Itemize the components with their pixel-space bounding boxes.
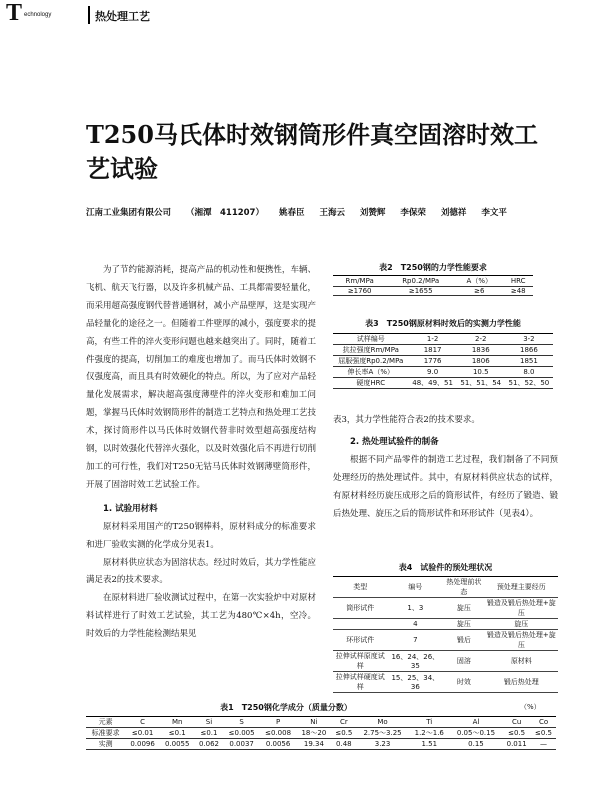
table-header: Mn (160, 717, 195, 728)
header-logo-letter: T (6, 0, 23, 26)
table-header: HRC (503, 276, 533, 287)
table-cell: 0.0055 (160, 739, 195, 750)
table-cell: 环形试件 (333, 630, 387, 651)
table-cell: 屈服强度Rp0.2/MPa (333, 356, 409, 367)
table-header: 1-2 (409, 334, 457, 345)
table-header: 预处理主要经历 (485, 577, 558, 598)
table-cell: 7 (387, 630, 443, 651)
body-paragraph: 根据不同产品零件的制造工艺过程，我们制备了不同预处理经历的热处理试件。其中，有原材料供应状态的试样，有原材料经历旋压成形之后的筒形试件，有经历了锻造、锻后热处理、旋压之后的筒形试件和环形试件（见表4）。 (333, 454, 558, 519)
table-cell: 0.062 (195, 739, 224, 750)
table-cell: 1.51 (409, 739, 450, 750)
table-cell: 拉伸试样硬度试样 (333, 672, 387, 693)
table-cell: ≥6 (455, 287, 503, 296)
table-cell: 筒形试件 (333, 598, 387, 619)
table-cell: ≤0.5 (531, 728, 556, 739)
table-cell: ≤0.01 (125, 728, 160, 739)
intro-paragraph: 为了节约能源消耗，提高产品的机动性和便携性，车辆、飞机、航天飞行器，以及许多机械产品、工具都需要轻量化，而采用超高强度钢代替普通钢材，减小产品壁厚，这是实现产品轻量化的途径之一。但随着工件壁厚的减小，强度要求的提高，有些工件的淬火变形问题也越来越突出了。同时，随着工件强度的提高，切削加工的难度也增加了。而马氏体时效钢不仅强度高，而且具有时效硬化的特点。所以，为了应对产品轻量化发展需求，解决超高强度薄壁件的淬火变形和难加工问题，掌握马氏体时效钢筒形件的制造工艺特点和热处理工艺技术，探讨筒形件以马氏体时效钢代替非时效型超高强度结构钢，以时效强化代替淬火强化，以及时效强化后不再进行切削加工的可行性，我们对T250无钴马氏体时效钢薄壁筒形件，开展了固溶时效工艺试验工作。 (86, 265, 316, 490)
table-cell: 旋压 (485, 619, 558, 630)
table-cell: 实测 (86, 739, 125, 750)
table-cell: 锻造及锻后热处理+旋压 (485, 598, 558, 619)
author: 李文平 (481, 208, 507, 218)
table-header: 类型 (333, 577, 387, 598)
table-cell: ≤0.1 (195, 728, 224, 739)
table-cell: 0.011 (502, 739, 531, 750)
address: （湘潭 411207） (185, 208, 264, 218)
table-cell: 1851 (505, 356, 553, 367)
header-section: 热处理工艺 (95, 10, 150, 23)
table-header: Cr (331, 717, 356, 728)
table-cell (333, 619, 387, 630)
table-cell: 1806 (457, 356, 505, 367)
author: 王海云 (319, 208, 345, 218)
body-paragraph: 表3，其力学性能符合表2的技术要求。 (333, 415, 480, 425)
article-title: T250马氏体时效钢筒形件真空固溶时效工艺试验 (86, 120, 538, 183)
table-cell: 1776 (409, 356, 457, 367)
table-header: A（%） (455, 276, 503, 287)
table-cell: 锻后热处理 (485, 672, 558, 693)
table-cell: 抗拉强度Rm/MPa (333, 345, 409, 356)
table-cell: 1.2～1.6 (409, 728, 450, 739)
table-cell: 18～20 (296, 728, 331, 739)
table-cell: 原材料 (485, 651, 558, 672)
table-cell: 51、51、54 (457, 378, 505, 389)
table-cell: 15、25、34、36 (387, 672, 443, 693)
table-cell: 硬度HRC (333, 378, 409, 389)
author: 姚春臣 (278, 208, 305, 218)
header-divider (88, 6, 90, 24)
table-header: P (260, 717, 296, 728)
table-cell: 1836 (457, 345, 505, 356)
table-cell: 固溶 (443, 651, 484, 672)
table-cell: 锻造及锻后热处理+旋压 (485, 630, 558, 651)
table-header: 2-2 (457, 334, 505, 345)
right-column (333, 412, 558, 523)
table-header: Cu (502, 717, 531, 728)
table-cell: 3.23 (356, 739, 409, 750)
table-header: 3-2 (505, 334, 553, 345)
table-cell: 8.0 (505, 367, 553, 378)
table-cell: 1、3 (387, 598, 443, 619)
table-header: 试样编号 (333, 334, 409, 345)
table-cell: 9.0 (409, 367, 457, 378)
left-column (86, 262, 316, 644)
table-header: Si (195, 717, 224, 728)
table-cell: 拉伸试样原度试样 (333, 651, 387, 672)
author: 刘赞辉 (359, 208, 386, 218)
table1 (86, 716, 556, 750)
table-cell: 伸长率A（%） (333, 367, 409, 378)
table-cell: 51、52、50 (505, 378, 553, 389)
table-cell: 旋压 (443, 598, 484, 619)
table1-unit: （%） (520, 703, 541, 711)
table-cell: ≤0.005 (223, 728, 259, 739)
table-cell: 10.5 (457, 367, 505, 378)
table-header: S (223, 717, 259, 728)
table-header: Al (450, 717, 503, 728)
section-2-heading: 2. 热处理试验件的制备 (350, 436, 439, 447)
table-header: Co (531, 717, 556, 728)
table-header: C (125, 717, 160, 728)
table-cell: 1866 (505, 345, 553, 356)
table-cell: ≥1655 (386, 287, 455, 296)
table-header: Rm/MPa (333, 276, 386, 287)
table2-caption: 表2 T250钢的力学性能要求 (379, 263, 487, 272)
table-header: Ni (296, 717, 331, 728)
table-cell: 0.0037 (223, 739, 259, 750)
table-header: Mo (356, 717, 409, 728)
body-paragraph: 在原材料进厂验收测试过程中，在第一次实验炉中对原材料试样进行了时效工艺试验，其工艺为480℃×4h，空冷。时效后的力学性能检测结果见 (86, 593, 316, 640)
table-cell: 旋压 (443, 619, 484, 630)
body-paragraph: 原材料采用国产的T250钢棒料，原材料成分的标准要求和进厂验收实测的化学成分见表1。 (86, 521, 316, 550)
section-1-heading: 1. 试验用材料 (103, 503, 158, 514)
table-cell: — (531, 739, 556, 750)
table-cell: ≤0.1 (160, 728, 195, 739)
table-cell: 16、24、26、35 (387, 651, 443, 672)
table-cell: ≤0.5 (331, 728, 356, 739)
table-header: 热处理前状态 (443, 577, 484, 598)
table-cell: ≥1760 (333, 287, 386, 296)
table-cell: 19.34 (296, 739, 331, 750)
table3 (333, 333, 553, 389)
table-cell: 0.0096 (125, 739, 160, 750)
table-cell: 锻后 (443, 630, 484, 651)
table-cell: 时效 (443, 672, 484, 693)
author: 李保荣 (400, 208, 426, 218)
table-cell: ≤0.008 (260, 728, 296, 739)
table4 (333, 576, 558, 693)
table-cell: ≥48 (503, 287, 533, 296)
table1-caption: 表1 T250钢化学成分（质量分数） (220, 703, 352, 712)
table-cell: 48、49、51 (409, 378, 457, 389)
table4-caption: 表4 试验件的预处理状况 (398, 563, 493, 572)
table2 (333, 275, 533, 296)
author-line (86, 206, 519, 218)
table-cell: 0.0056 (260, 739, 296, 750)
table-cell: 标准要求 (86, 728, 125, 739)
table3-caption: 表3 T250钢原材料时效后的实测力学性能 (365, 319, 521, 328)
table-header: 元素 (86, 717, 125, 728)
table-cell: ≤0.5 (502, 728, 531, 739)
affiliation: 江南工业集团有限公司 (86, 208, 172, 218)
table-cell: 4 (387, 619, 443, 630)
table-header: Rp0.2/MPa (386, 276, 455, 287)
table-cell: 1817 (409, 345, 457, 356)
table-cell: 0.05～0.15 (450, 728, 503, 739)
body-paragraph: 原材料供应状态为固溶状态。经过时效后，其力学性能应满足表2的技术要求。 (86, 557, 316, 586)
author: 刘德祥 (440, 208, 467, 218)
table-cell: 0.48 (331, 739, 356, 750)
header-logo-text: echnology (24, 12, 52, 18)
table-header: 编号 (387, 577, 443, 598)
table-header: Ti (409, 717, 450, 728)
table-cell: 2.75～3.25 (356, 728, 409, 739)
table-cell: 0.15 (450, 739, 503, 750)
